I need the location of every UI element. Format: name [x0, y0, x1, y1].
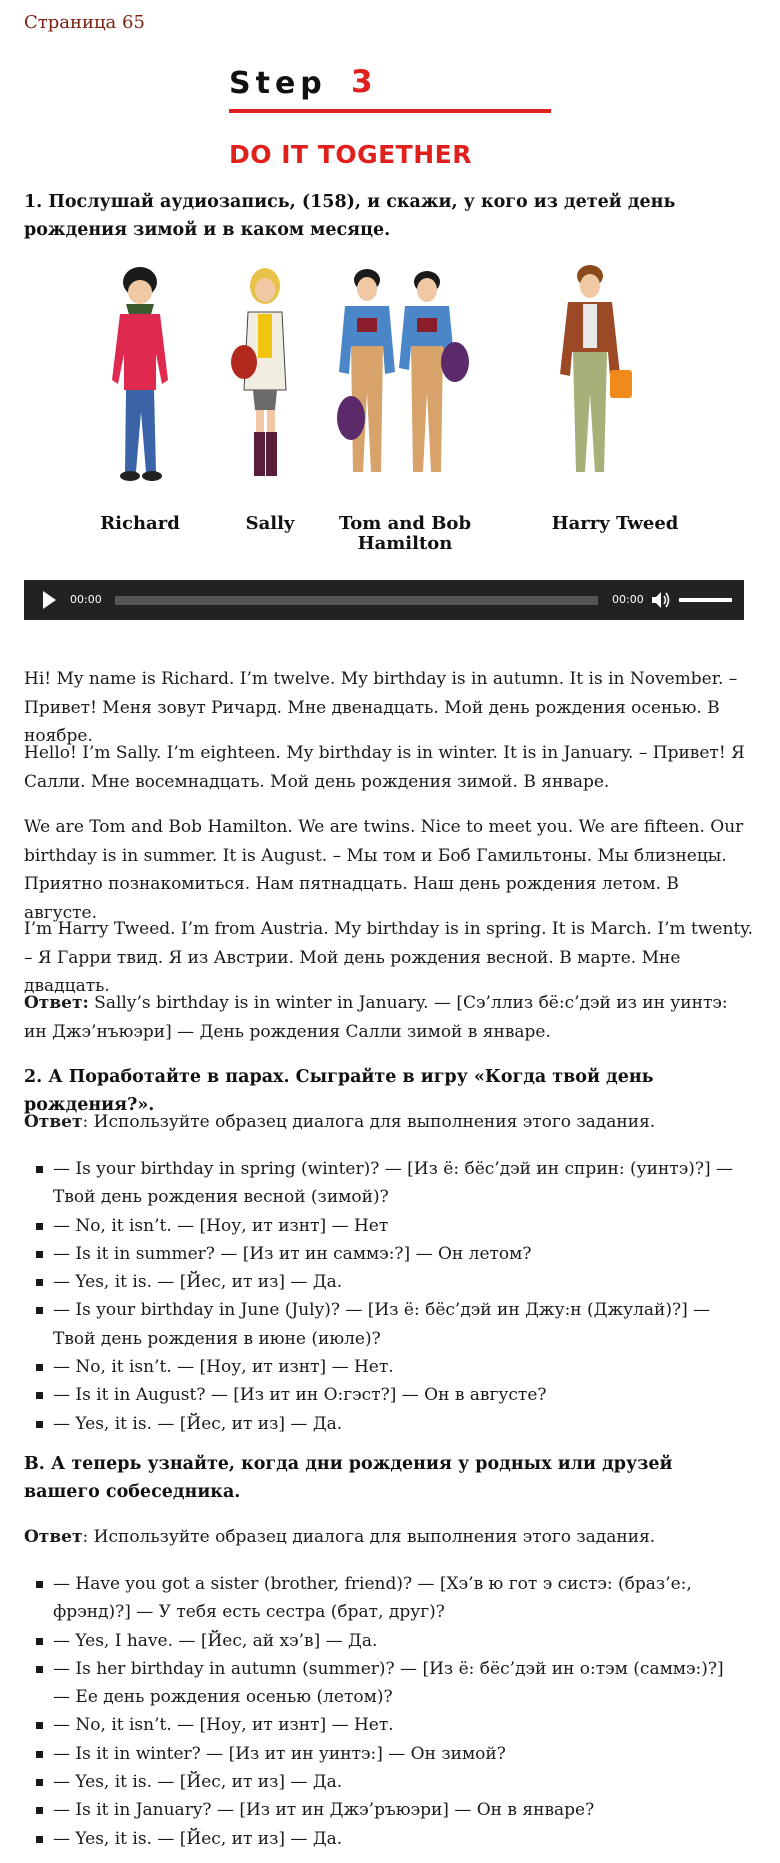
list-item: — No, it isn’t. — [Ноу, ит изнт] — Нет [24, 1212, 744, 1240]
harry-figure [540, 262, 650, 492]
answer-2b [24, 1523, 754, 1552]
list-item: — Is it in January? — [Из ит ин Джэ’ръюэри] — Он в январе? [24, 1796, 744, 1824]
task-1-heading: 1. Послушай аудиозапись, (158), и скажи, у кого из детей день рождения зимой и в каком месяце. [24, 192, 676, 240]
list-item: — No, it isn’t. — [Ноу, ит изнт] — Нет. [24, 1353, 744, 1381]
list-item: — Is your birthday in June (July)? — [Из ё: бёс’дэй ин Джу:н (Джулай)?] — Твой день рождения в июне (июле)? [24, 1296, 744, 1353]
children-illustration [60, 262, 700, 562]
list-item: — Yes, it is. — [Йес, ит из] — Да. [24, 1768, 744, 1796]
audio-player [24, 580, 744, 620]
step-word: Step [229, 66, 327, 101]
list-item: — Yes, it is. — [Йес, ит из] — Да. [24, 1268, 744, 1296]
transcript-sally: Hello! I’m Sally. I’m eighteen. My birthday is in winter. It is in January. – Привет! Я Салли. Мне восемнадцать. Мой день рождения зимой. В январе. [24, 743, 745, 792]
richard-figure [90, 262, 190, 492]
list-item: — No, it isn’t. — [Ноу, ит изнт] — Нет. [24, 1711, 744, 1739]
task-2a-heading: 2. А Поработайте в парах. Сыграйте в игру «Когда твой день рождения?». [24, 1067, 654, 1115]
name-richard: Richard [100, 513, 180, 534]
step-underline [229, 109, 551, 113]
list-item: — Yes, it is. — [Йес, ит из] — Да. [24, 1410, 744, 1438]
transcript-harry: I’m Harry Tweed. I’m from Austria. My birthday is in spring. It is March. I’m twenty. – Я Гарри твид. Я из Австрии. Мой день рождения весной. В марте. Мне двадцать. [24, 919, 753, 996]
name-sally: Sally [245, 513, 295, 534]
list-item: — Is it in summer? — [Из ит ин саммэ:?] — Он летом? [24, 1240, 744, 1268]
current-time: 00:00 [70, 593, 102, 606]
page-number-label: Страница 65 [24, 12, 145, 33]
answer-2b-text: : Используйте образец диалога для выполнения этого задания. [82, 1527, 656, 1547]
transcript-tom-bob: We are Tom and Bob Hamilton. We are twins. Nice to meet you. We are fifteen. Our birthday is in summer. It is August. – Мы том и Боб Гамильтоны. Мы близнецы. Приятно познакомиться. Нам пятнадцать. Наш день рождения летом. В августе. [24, 817, 744, 923]
answer-2a-text: : Используйте образец диалога для выполнения этого задания. [82, 1112, 656, 1132]
name-harry-tweed: Harry Tweed [551, 513, 679, 534]
banner-subtitle: DO IT TOGETHER [229, 140, 472, 169]
transcript-richard: Hi! My name is Richard. I’m twelve. My birthday is in autumn. It is in November. – Привет! Меня зовут Ричард. Мне двенадцать. Мой день рождения осенью. В ноябре. [24, 669, 738, 746]
list-item: — Have you got a sister (brother, friend)? — [Хэ’в ю гот э систэ: (браз’е:, фрэнд)?] — У тебя есть сестра (брат, друг)? [24, 1570, 744, 1627]
answer-2a [24, 1108, 754, 1137]
step-banner [229, 66, 551, 176]
name-tom-and-bob: Tom and Bob Hamilton [338, 513, 472, 554]
duration: 00:00 [612, 593, 644, 606]
list-item: — Yes, it is. — [Йес, ит из] — Да. [24, 1825, 744, 1853]
tom-and-bob-figures [315, 262, 485, 492]
answer-2b-label: Ответ [24, 1527, 83, 1547]
list-item: — Yes, I have. — [Йес, ай хэ’в] — Да. [24, 1627, 744, 1655]
volume-icon[interactable] [651, 591, 671, 609]
answer-1-text: Sally’s birthday is in winter in January. — [Сэ’ллиз бё:с’дэй из ин уинтэ: ин Джэ’нъюэри] — День рождения Салли зимой в январе. [24, 993, 728, 1042]
sally-figure [220, 262, 310, 492]
dialog-2a-list [24, 1155, 744, 1438]
step-number: 3 [351, 64, 373, 100]
dialog-2b-list [24, 1570, 744, 1853]
audio-progress-track[interactable] [115, 596, 598, 605]
answer-1-label: Ответ: [24, 993, 89, 1013]
answer-1 [24, 989, 754, 1046]
task-2b-heading: В. А теперь узнайте, когда дни рождения у родных или друзей вашего собеседника. [24, 1454, 673, 1502]
list-item: — Is it in August? — [Из ит ин О:гэст?] — Он в августе? [24, 1381, 744, 1409]
list-item: — Is her birthday in autumn (summer)? — [Из ё: бёс’дэй ин о:тэм (саммэ:)?] — Ее день рождения осенью (летом)? [24, 1655, 744, 1712]
list-item: — Is it in winter? — [Из ит ин уинтэ:] — Он зимой? [24, 1740, 744, 1768]
volume-slider[interactable] [679, 598, 732, 602]
list-item: — Is your birthday in spring (winter)? — [Из ё: бёс’дэй ин сприн: (уинтэ)?] — Твой день рождения весной (зимой)? [24, 1155, 744, 1212]
answer-2a-label: Ответ [24, 1112, 83, 1132]
play-icon[interactable] [43, 591, 56, 609]
